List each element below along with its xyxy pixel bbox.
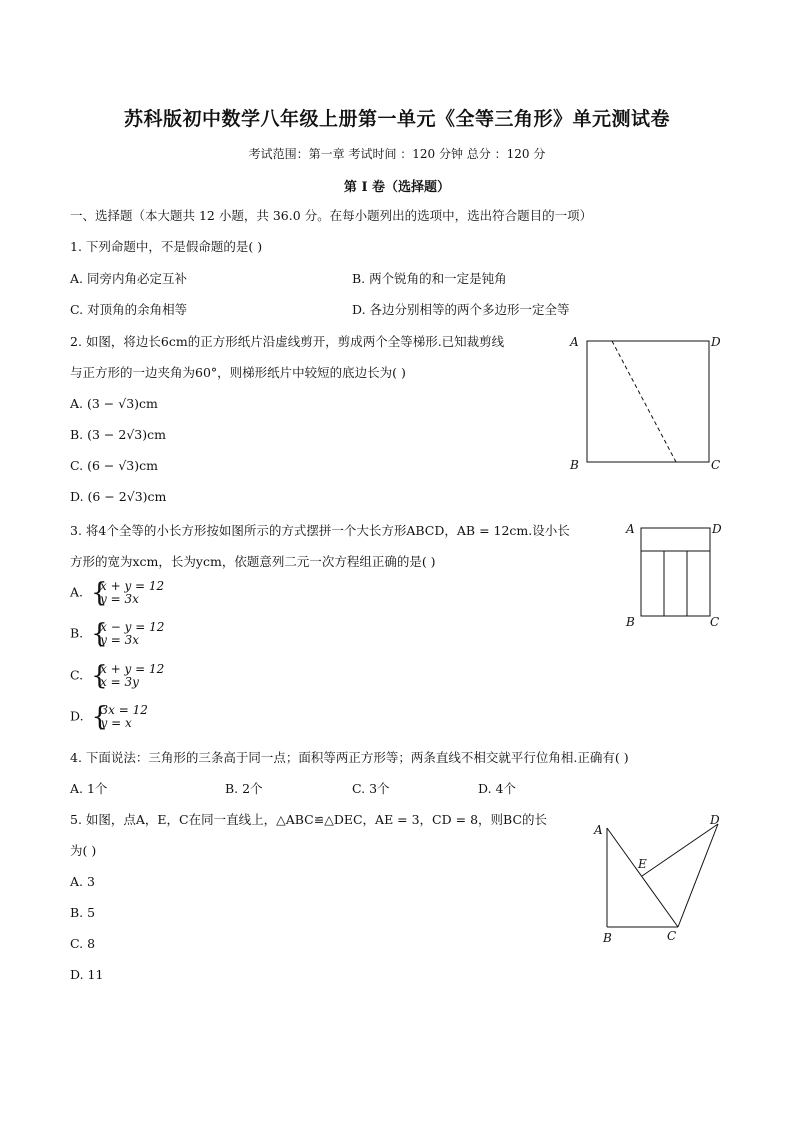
q3-option-d-label: D. bbox=[70, 708, 84, 724]
q5-triangles-figure bbox=[590, 810, 730, 950]
q3-stem-line2: 方形的宽为xcm，长为ycm，依题意列二元一次方程组正确的是( ) bbox=[70, 554, 436, 569]
q4-option-a: A. 1个 bbox=[70, 781, 108, 796]
q3-option-a-eq2: y = 3x bbox=[100, 592, 139, 606]
q3-label-b: B bbox=[626, 615, 635, 629]
q3-option-a: A. { x + y = 12 y = 3x bbox=[70, 578, 165, 608]
q5-segment-ed bbox=[642, 824, 718, 876]
q3-option-a-label: A. bbox=[70, 584, 84, 600]
q5-segment-ac bbox=[607, 828, 678, 927]
section-heading: 一、选择题（本大题共 12 小题，共 36.0 分。在每小题列出的选项中，选出符合题目的一项） bbox=[70, 208, 593, 223]
q3-option-d: D. { 3x = 12 y = x bbox=[70, 702, 148, 732]
q2-label-b: B bbox=[570, 458, 579, 472]
q1-option-a: A. 同旁内角必定互补 bbox=[70, 271, 187, 286]
q3-option-b: B. { x − y = 12 y = 3x bbox=[70, 619, 165, 649]
q2-option-a: A. (3 − √3)cm bbox=[70, 396, 158, 411]
q3-option-c-eq1: x + y = 12 bbox=[100, 662, 165, 676]
q3-option-b-label: B. bbox=[70, 625, 84, 641]
q5-option-b: B. 5 bbox=[70, 905, 96, 920]
q3-label-a: A bbox=[626, 522, 635, 536]
q2-label-c: C bbox=[711, 458, 721, 472]
q4-option-c: C. 3个 bbox=[352, 781, 390, 796]
q5-stem-line2: 为( ) bbox=[70, 843, 97, 858]
q5-label-d: D bbox=[710, 813, 720, 827]
q5-stem-line1: 5. 如图，点A，E，C在同一直线上，△ABC≌△DEC，AE = 3，CD = 8，则BC的长 bbox=[70, 812, 548, 827]
q3-rectangle-figure bbox=[622, 518, 727, 633]
page-title: 苏科版初中数学八年级上册第一单元《全等三角形》单元测试卷 bbox=[123, 108, 670, 130]
exam-info: 考试范围：第一章 考试时间 ：120 分钟 总分 ：120 分 bbox=[248, 147, 546, 161]
q2-label-a: A bbox=[570, 335, 579, 349]
q2-stem-line1: 2. 如图，将边长6cm的正方形纸片沿虚线剪开，剪成两个全等梯形.已知裁剪线 bbox=[70, 334, 505, 349]
q2-square-figure bbox=[565, 330, 725, 475]
part-title: 第 I 卷（选择题） bbox=[343, 180, 451, 195]
q3-option-d-eq2: y = x bbox=[100, 716, 132, 730]
q5-option-a: A. 3 bbox=[70, 874, 95, 889]
q5-label-c: C bbox=[667, 929, 677, 943]
q1-option-b: B. 两个锐角的和一定是钝角 bbox=[352, 271, 507, 286]
q2-option-d: D. (6 − 2√3)cm bbox=[70, 489, 167, 504]
q2-stem-line2: 与正方形的一边夹角为60°，则梯形纸片中较短的底边长为( ) bbox=[70, 365, 406, 380]
q5-option-d: D. 11 bbox=[70, 967, 104, 982]
q3-option-d-eq1: 3x = 12 bbox=[100, 703, 148, 717]
q1-option-d: D. 各边分别相等的两个多边形一定全等 bbox=[352, 302, 570, 317]
q2-label-d: D bbox=[711, 335, 721, 349]
q5-segment-dc bbox=[678, 824, 718, 927]
q4-option-b: B. 2个 bbox=[225, 781, 263, 796]
q3-big-rectangle bbox=[641, 528, 710, 616]
q5-option-c: C. 8 bbox=[70, 936, 96, 951]
q3-option-c-eq2: x = 3y bbox=[100, 675, 139, 689]
q1-option-c: C. 对顶角的余角相等 bbox=[70, 302, 188, 317]
q4-stem: 4. 下面说法：三角形的三条高于同一点；面积等两正方形等；两条直线不相交就平行位角相.正确有( ) bbox=[70, 750, 629, 765]
q3-option-c-label: C. bbox=[70, 667, 84, 683]
q2-cut-line bbox=[612, 341, 676, 462]
q3-label-c: C bbox=[710, 615, 720, 629]
q3-option-b-eq2: y = 3x bbox=[100, 633, 140, 647]
q3-stem-line1: 3. 将4个全等的小长方形按如图所示的方式摆拼一个大长方形ABCD，AB = 12cm.设小长 bbox=[70, 523, 570, 538]
q1-stem: 1. 下列命题中，不是假命题的是( ) bbox=[70, 239, 263, 254]
q3-option-c: C. { x + y = 12 x = 3y bbox=[70, 661, 165, 691]
q3-option-a-eq1: x + y = 12 bbox=[100, 579, 165, 593]
q5-label-a: A bbox=[594, 823, 603, 837]
q3-option-b-eq1: x − y = 12 bbox=[100, 620, 165, 634]
q5-label-e: E bbox=[638, 857, 647, 871]
q2-option-c: C. (6 − √3)cm bbox=[70, 458, 158, 473]
q2-option-b: B. (3 − 2√3)cm bbox=[70, 427, 166, 442]
q5-label-b: B bbox=[603, 931, 612, 945]
q3-label-d: D bbox=[712, 522, 722, 536]
q2-square bbox=[587, 341, 709, 462]
q4-option-d: D. 4个 bbox=[478, 781, 516, 796]
